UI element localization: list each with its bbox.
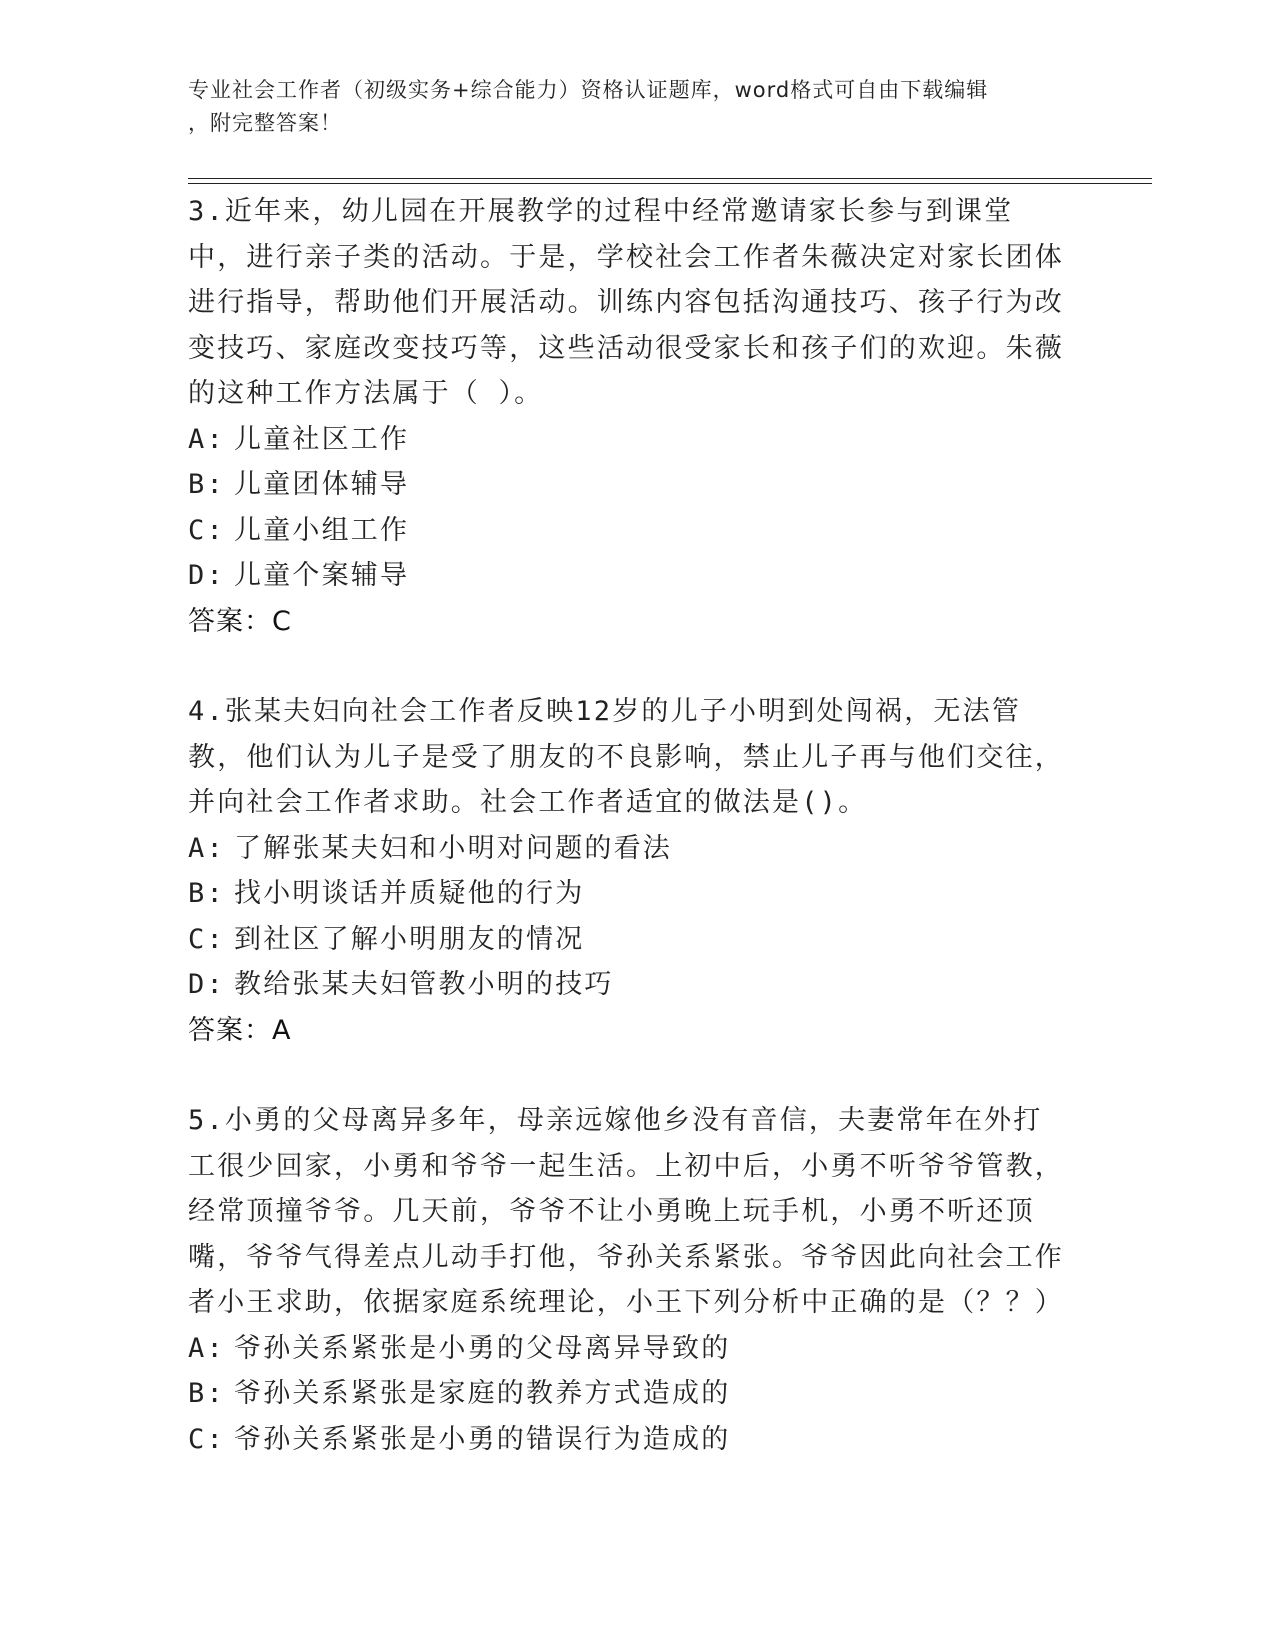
header-line-1: 专业社会工作者（初级实务+综合能力）资格认证题库，word格式可自由下载编辑 [188, 78, 989, 102]
question-stem: 3.近年来，幼儿园在开展教学的过程中经常邀请家长参与到课堂中，进行亲子类的活动。于是，学校社会工作者朱薇决定对家长团体进行指导，帮助他们开展活动。训练内容包括沟通技巧、孩子行为改变技巧、家庭改变技巧等，这些活动很受家长和孩子们的欢迎。朱薇的这种工作方法属于（ ）。 [188, 196, 1064, 409]
option-a [188, 1326, 1068, 1372]
option-text: 找小明谈话并质疑他的行为 [234, 878, 585, 909]
option-text: 教给张某夫妇管教小明的技巧 [234, 969, 614, 1000]
option-b [188, 871, 1068, 917]
option-text: 到社区了解小明朋友的情况 [234, 923, 585, 955]
page-header [188, 74, 1088, 140]
question-3 [188, 189, 1068, 644]
option-letter: D: [188, 969, 225, 1000]
option-a [188, 417, 1068, 463]
question-stem: 5.小勇的父母离异多年，母亲远嫁他乡没有音信，夫妻常年在外打工很少回家，小勇和爷爷一起生活。上初中后，小勇不听爷爷管教，经常顶撞爷爷。几天前，爷爷不让小勇晚上玩手机，小勇不听还顶嘴，爷爷气得差点儿动手打他，爷孙关系紧张。爷爷因此向社会工作者小王求助，依据家庭系统理论，小王下列分析中正确的是（？？） [188, 1105, 1064, 1318]
option-d [188, 553, 1068, 599]
option-text: 爷孙关系紧张是小勇的错误行为造成的 [234, 1423, 731, 1455]
question-4 [188, 689, 1068, 1053]
option-c [188, 917, 1068, 963]
option-text: 儿童个案辅导 [234, 560, 410, 591]
option-letter: A: [188, 1332, 225, 1364]
option-b [188, 462, 1068, 508]
option-text: 儿童团体辅导 [234, 469, 410, 500]
question-list [188, 189, 1068, 1507]
option-letter: A: [188, 832, 225, 864]
option-text: 爷孙关系紧张是家庭的教养方式造成的 [234, 1378, 731, 1409]
option-letter: D: [188, 560, 225, 591]
option-letter: C: [188, 514, 225, 546]
option-c [188, 508, 1068, 554]
header-line-2: ，附完整答案！ [188, 111, 342, 135]
option-text: 儿童社区工作 [234, 423, 410, 455]
option-letter: B: [188, 469, 225, 500]
option-text: 了解张某夫妇和小明对问题的看法 [234, 832, 672, 864]
option-letter: A: [188, 423, 225, 455]
option-letter: B: [188, 1378, 225, 1409]
option-letter: C: [188, 1423, 225, 1455]
answer-label: 答案：C [188, 605, 292, 637]
question-5 [188, 1098, 1068, 1462]
option-b [188, 1371, 1068, 1417]
option-letter: B: [188, 878, 225, 909]
option-text: 儿童小组工作 [234, 514, 410, 546]
question-stem: 4.张某夫妇向社会工作者反映12岁的儿子小明到处闯祸，无法管教，他们认为儿子是受了朋友的不良影响，禁止儿子再与他们交往，并向社会工作者求助。社会工作者适宜的做法是()。 [188, 696, 1064, 818]
answer-label: 答案：A [188, 1014, 292, 1046]
option-letter: C: [188, 923, 225, 955]
option-text: 爷孙关系紧张是小勇的父母离异导致的 [234, 1332, 731, 1364]
option-c [188, 1417, 1068, 1463]
option-d [188, 962, 1068, 1008]
header-double-rule [188, 178, 1152, 184]
option-a [188, 826, 1068, 872]
